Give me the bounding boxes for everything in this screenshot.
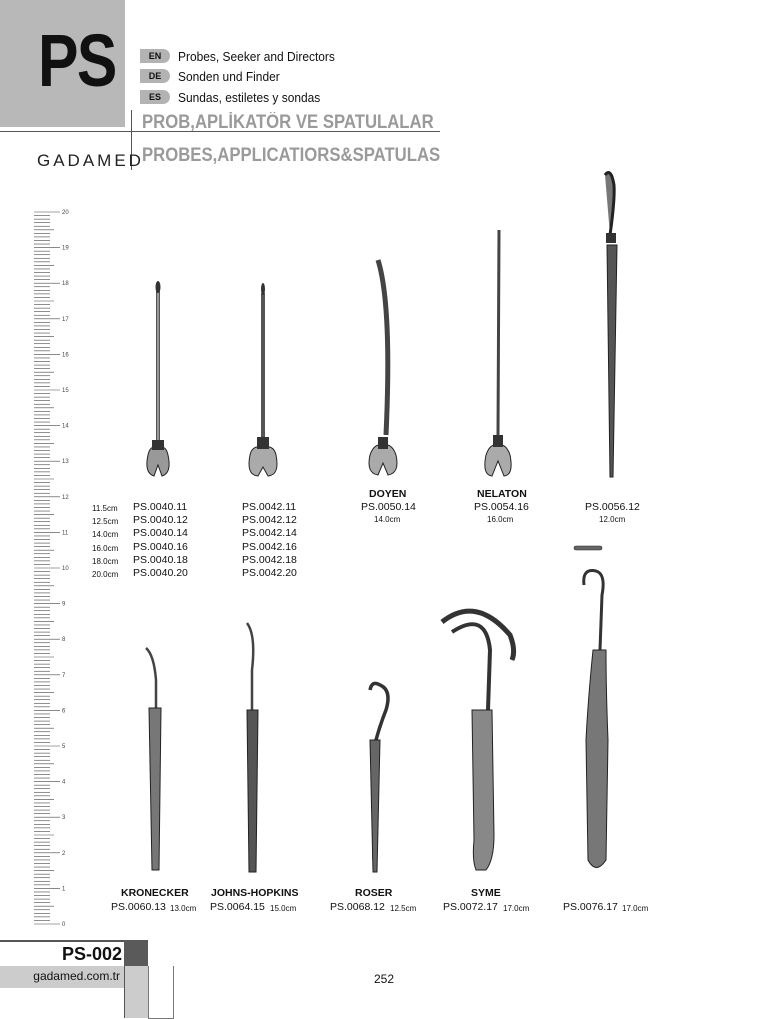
hook-size: 17.0cm <box>622 904 649 913</box>
kronecker-name: KRONECKER <box>121 887 189 899</box>
doyen-size: 14.0cm <box>374 515 401 524</box>
syme-image <box>442 611 514 870</box>
nelaton-size: 16.0cm <box>487 515 514 524</box>
code-item: PS.0040.16 <box>133 540 188 553</box>
code-item: PS.0042.11 <box>242 501 297 513</box>
syme-name: SYME <box>471 887 501 899</box>
ruler-label: 10 <box>62 566 69 572</box>
title-turkish: PROB,APLİKATÖR VE SPATULALAR <box>142 112 434 133</box>
code-item: PS.0040.18 <box>133 553 188 566</box>
lang-row-es <box>140 88 333 106</box>
hook-code: PS.0076.17 <box>563 901 618 913</box>
ruler-label: 1 <box>62 886 66 893</box>
size-item: 20.0cm <box>92 570 119 580</box>
ruler-label: 4 <box>62 779 66 786</box>
nelaton-image <box>485 230 511 476</box>
page-code: PS-002 <box>0 940 124 966</box>
ruler <box>32 205 92 930</box>
lang-tag-en: EN <box>140 49 170 63</box>
ruler-label: 20 <box>62 210 69 216</box>
code-item: PS.0040.14 <box>133 527 188 540</box>
size-item: 11.5cm <box>92 504 118 513</box>
lang-row-en <box>140 47 349 65</box>
ruler-label: 13 <box>62 459 69 466</box>
nelaton-name: NELATON <box>477 488 527 500</box>
instruments-row2 <box>130 540 650 880</box>
ruler-label: 19 <box>62 245 69 252</box>
ruler-label: 11 <box>62 530 69 537</box>
website-url: gadamed.com.tr <box>0 966 124 988</box>
size-list <box>92 502 118 581</box>
section-code: PS <box>38 19 116 102</box>
size-item: 16.0cm <box>92 543 119 553</box>
syme-size: 17.0cm <box>503 904 530 913</box>
lang-text-de: Sonden und Finder <box>178 68 280 84</box>
code-item: PS.0040.12 <box>133 514 188 527</box>
title-english: PROBES,APPLICATIORS&SPATULAS <box>142 145 441 166</box>
long-probe-code: PS.0056.12 <box>585 501 640 513</box>
doyen-image <box>369 260 397 475</box>
footer-box <box>124 966 149 1018</box>
pin-image <box>574 546 602 550</box>
instruments-row1 <box>130 165 650 495</box>
doyen-name: DOYEN <box>369 488 407 500</box>
ruler-label: 7 <box>62 672 66 679</box>
ruler-label: 14 <box>62 423 69 430</box>
ruler-label: 8 <box>62 637 66 644</box>
ruler-label: 9 <box>62 601 66 608</box>
johns-hopkins-size: 15.0cm <box>270 904 297 913</box>
code-item: PS.0042.14 <box>242 527 297 540</box>
size-item: 12.5cm <box>92 517 119 527</box>
code-item: PS.0040.20 <box>133 567 188 580</box>
ruler-label: 15 <box>62 388 69 394</box>
probe-grooved-b-image <box>249 283 277 476</box>
ruler-label: 17 <box>62 316 69 323</box>
code-item: PS.0040.11 <box>133 501 188 513</box>
code-item: PS.0042.20 <box>242 567 297 580</box>
ruler-label: 3 <box>62 815 66 822</box>
long-probe-size: 12.0cm <box>599 515 626 524</box>
nelaton-code: PS.0054.16 <box>474 501 529 513</box>
roser-size: 12.5cm <box>390 904 417 913</box>
ruler-label: 6 <box>62 708 66 715</box>
roser-code: PS.0068.12 <box>330 901 385 913</box>
long-probe-image <box>605 173 617 477</box>
kronecker-size: 13.0cm <box>170 904 197 913</box>
johns-hopkins-image <box>247 623 258 872</box>
lang-tag-de: DE <box>140 69 170 83</box>
lang-text-en: Probes, Seeker and Directors <box>178 48 335 64</box>
probe-grooved-a-image <box>147 281 169 476</box>
lang-row-de <box>140 67 289 85</box>
code-item: PS.0042.18 <box>242 553 297 566</box>
ruler-label: 0 <box>62 922 66 928</box>
kronecker-code: PS.0060.13 <box>111 901 166 913</box>
size-item: 14.0cm <box>92 530 119 540</box>
johns-hopkins-name: JOHNS-HOPKINS <box>211 887 299 899</box>
johns-hopkins-code: PS.0064.15 <box>210 901 265 913</box>
lang-text-es: Sundas, estiletes y sondas <box>178 89 321 105</box>
ruler-label: 12 <box>62 494 69 501</box>
lang-tag-es: ES <box>140 90 170 104</box>
doyen-code: PS.0050.14 <box>361 501 416 513</box>
ruler-label: 18 <box>62 281 69 288</box>
roser-name: ROSER <box>355 887 393 899</box>
syme-code: PS.0072.17 <box>443 901 498 913</box>
brand-logo: GADAMED <box>37 151 144 170</box>
ruler-label: 2 <box>62 850 66 857</box>
code-item: PS.0042.16 <box>242 540 297 553</box>
page-number: 252 <box>374 972 395 986</box>
size-item: 18.0cm <box>92 556 119 566</box>
roser-image <box>370 683 388 872</box>
ruler-label: 5 <box>62 744 66 750</box>
kronecker-image <box>146 648 161 870</box>
ruler-label: 16 <box>62 352 69 359</box>
footer-box <box>148 966 174 1019</box>
hook-image <box>584 571 608 868</box>
code-item: PS.0042.12 <box>242 514 297 527</box>
